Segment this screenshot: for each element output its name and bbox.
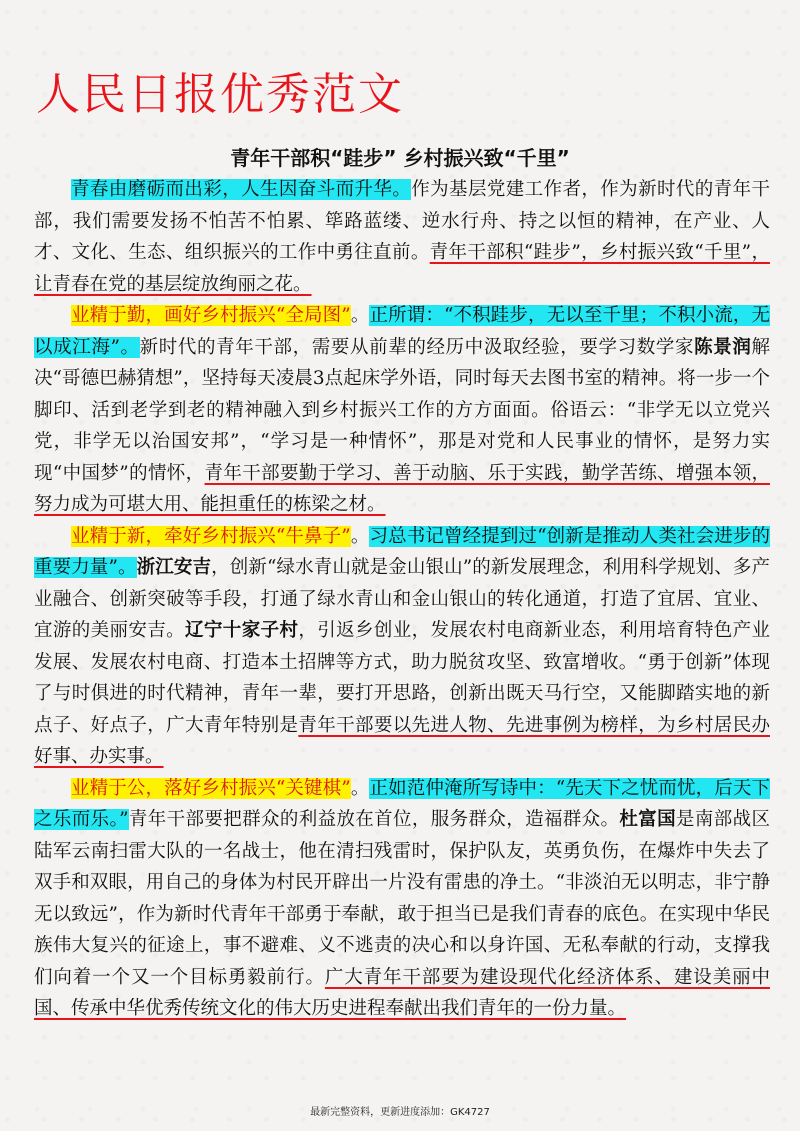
body-text: 解决“哥德巴赫猜想”，坚持每天凌晨3点起床学外语，同时每天去图书室的精神。将一步一个脚印、活到老学到老的精神融入到乡村振兴工作的方方面面。俗语云：“非学无以立党兴党，非学无以治国安邦”，“学习是一种情怀”，那是对党和人民事业的情怀，是努力实现“中国梦”的情怀， bbox=[34, 336, 770, 484]
underline-red: 青年干部要勤于学习、善于动脑、乐于实践，勤学苦练、增强本领，努力成为可堪大用、能担重任的栋梁之材。 bbox=[34, 462, 770, 515]
section-heading-yellow: 业精于新，牵好乡村振兴“牛鼻子” bbox=[71, 525, 351, 547]
body-text: ，创新“绿水青山就是金山银山”的新发展理念，利用科学规划、多产业融合、创新突破等手段，打通了绿水青山和金山银山的转化通道，打造了宜居、宜业、宜游的美丽安吉。 bbox=[34, 557, 770, 641]
bold-place: 浙江安吉 bbox=[136, 557, 212, 578]
section-heading-yellow: 业精于公，落好乡村振兴“关键棋” bbox=[71, 777, 351, 799]
highlight-cyan: 正如范仲淹所写诗中：“先天下之忧而忧，后天下之乐而乐。” bbox=[34, 777, 770, 830]
body-text: ，引返乡创业，发展农村电商新业态，利用培育特色产业发展、发展农村电商、打造本土招牌等方式，助力脱贫攻坚、致富增收。“勇于创新”体现了与时俱进的时代精神，青年一辈，要打开思路，创新出既天马行空，又能脚踏实地的新点子、好点子，广大青年特别是 bbox=[34, 620, 770, 736]
footer-note: 最新完整资料，更新进度添加：GK4727 bbox=[310, 1107, 490, 1118]
article-body bbox=[34, 174, 770, 1025]
body-text: 新时代的青年干部，需要从前辈的经历中汲取经验，要学习数学家 bbox=[139, 336, 695, 358]
paragraph-innovation bbox=[34, 521, 770, 773]
body-text: 青年干部要把群众的利益放在首位，服务群众，造福群众。 bbox=[128, 809, 620, 830]
body-text: 是南部战区陆军云南扫雷大队的一名战士，他在清扫残雷时，保护队友，英勇负伤，在爆炸中失去了双手和双眼，用自己的身体为村民开辟出一片没有雷患的净土。“非淡泊无以明志，非宁静无以致远”，作为新时代青年干部勇于奉献，敢于担当已是我们青春的底色。在实现中华民族伟大复兴的征途上，事不避难、义不逃责的决心和以身许国、无私奉献的行动，支撑我们向着一个又一个目标勇毅前行。 bbox=[34, 809, 770, 988]
bold-name: 杜富国 bbox=[619, 809, 677, 830]
paragraph-diligence bbox=[34, 300, 770, 521]
body-text: 。 bbox=[350, 777, 370, 799]
body-text: 。 bbox=[350, 305, 370, 326]
highlight-cyan: 青春由磨砺而出彩，人生因奋斗而升华。 bbox=[71, 179, 412, 200]
bold-place: 辽宁十家子村 bbox=[185, 620, 299, 641]
highlight-cyan: 正所谓：“不积跬步，无以至千里；不积小流，无以成江海”。 bbox=[34, 305, 770, 358]
paragraph-public bbox=[34, 773, 770, 1025]
body-text: 。 bbox=[350, 525, 370, 547]
page-header-title: 人民日报优秀范文 bbox=[36, 69, 404, 121]
underline-red: 青年干部要以先进人物、先进事例为榜样，为乡村居民办好事、办实事。 bbox=[34, 714, 770, 767]
section-heading-yellow: 业精于勤，画好乡村振兴“全局图” bbox=[71, 305, 351, 326]
bold-name: 陈景润 bbox=[694, 336, 752, 358]
underline-red: 广大青年干部要为建设现代化经济体系、建设美丽中国、传承中华优秀传统文化的伟大历史进程奉献出我们青年的一份力量。 bbox=[34, 966, 770, 1019]
body-text: 作为基层党建工作者，作为新时代的青年干部，我们需要发扬不怕苦不怕累、筚路蓝缕、逆水行舟、持之以恒的精神，在产业、人才、文化、生态、组织振兴的工作中勇往直前。 bbox=[34, 179, 770, 263]
article-title: 青年干部积“跬步” 乡村振兴致“千里” bbox=[230, 145, 570, 170]
paragraph-intro bbox=[34, 174, 770, 300]
underline-red: 青年干部积“跬步”，乡村振兴致“千里”，让青春在党的基层绽放绚丽之花。 bbox=[34, 242, 770, 295]
highlight-cyan: 习总书记曾经提到过“创新是推动人类社会进步的重要力量”。 bbox=[34, 525, 770, 578]
